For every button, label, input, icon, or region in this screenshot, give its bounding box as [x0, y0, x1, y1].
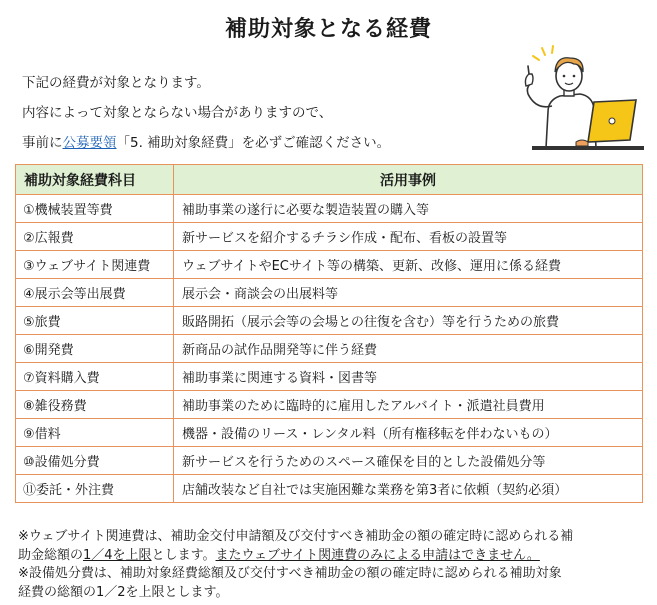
row-category: ⑤旅費: [16, 307, 174, 335]
note-2-line-2: 経費の総額の1／2を上限とします。: [18, 584, 229, 600]
row-example: 新商品の試作品開発等に伴う経費: [174, 335, 643, 363]
row-category: ⑥開発費: [16, 335, 174, 363]
row-example: 補助事業に関連する資料・図書等: [174, 363, 643, 391]
table-row: [16, 419, 643, 447]
row-example: 店舗改装など自社では実施困難な業務を第3者に依頼（契約必須）: [174, 475, 643, 503]
header-category: 補助対象経費科目: [16, 165, 174, 195]
note-1-limit: 1／4を上限: [83, 547, 152, 563]
intro-line-3-suffix: 「5. 補助対象経費」を必ずご確認ください。: [116, 135, 391, 151]
page-title: 補助対象となる経費: [224, 17, 432, 42]
header-example: 活用事例: [174, 165, 643, 195]
intro-line-3: [22, 128, 492, 158]
note-2-line-1: ※設備処分費は、補助対象経費総額及び交付すべき補助金の額の確定時に認められる補助対象: [18, 566, 562, 581]
notes: [18, 528, 648, 602]
table-row: [16, 279, 643, 307]
table-row: [16, 307, 643, 335]
note-1-text: 助金総額の: [18, 547, 84, 563]
note-1-line-1: ※ウェブサイト関連費は、補助金交付申請額及び交付すべき補助金の額の確定時に認められる補: [18, 529, 574, 544]
table-row: [16, 195, 643, 223]
table-row: [16, 447, 643, 475]
row-category: ⑨借料: [16, 419, 174, 447]
intro-line-2: 内容によって対象とならない場合がありますので、: [22, 105, 333, 121]
intro-line-3-prefix: 事前に: [22, 135, 63, 151]
row-example: 機器・設備のリース・レンタル料（所有権移転を伴わないもの）: [174, 419, 643, 447]
row-category: ⑧雑役務費: [16, 391, 174, 419]
row-category: ①機械装置等費: [16, 195, 174, 223]
table-row: [16, 251, 643, 279]
row-example: ウェブサイトやECサイト等の構築、更新、改修、運用に係る経費: [174, 251, 643, 279]
table-row: [16, 363, 643, 391]
row-example: 展示会・商談会の出展料等: [174, 279, 643, 307]
row-example: 新サービスを紹介するチラシ作成・配布、看板の設置等: [174, 223, 643, 251]
table-header-row: [16, 165, 643, 195]
note-1-restriction: またウェブサイト関連費のみによる申請はできません。: [215, 547, 540, 563]
person-at-laptop-illustration: [496, 44, 646, 156]
row-category: ⑪委託・外注費: [16, 475, 174, 503]
table-row: [16, 335, 643, 363]
table-row: [16, 475, 643, 503]
idea-sparkle-icon: [533, 46, 553, 60]
table-row: [16, 391, 643, 419]
eligible-costs-table: [15, 164, 643, 503]
row-example: 新サービスを行うためのスペース確保を目的とした設備処分等: [174, 447, 643, 475]
row-example: 補助事業のために臨時的に雇用したアルバイト・派遣社員費用: [174, 391, 643, 419]
guideline-link[interactable]: 公募要領: [62, 135, 117, 151]
row-category: ②広報費: [16, 223, 174, 251]
note-1-line-2: [18, 547, 648, 566]
intro-text: [22, 68, 492, 158]
table-row: [16, 223, 643, 251]
row-category: ④展示会等出展費: [16, 279, 174, 307]
row-category: ⑩設備処分費: [16, 447, 174, 475]
row-example: 販路開拓（展示会等の会場との往復を含む）等を行うための旅費: [174, 307, 643, 335]
intro-line-1: 下記の経費が対象となります。: [22, 75, 210, 91]
row-category: ⑦資料購入費: [16, 363, 174, 391]
row-example: 補助事業の遂行に必要な製造装置の購入等: [174, 195, 643, 223]
row-category: ③ウェブサイト関連費: [16, 251, 174, 279]
note-1-text-mid: とします。: [151, 547, 216, 563]
